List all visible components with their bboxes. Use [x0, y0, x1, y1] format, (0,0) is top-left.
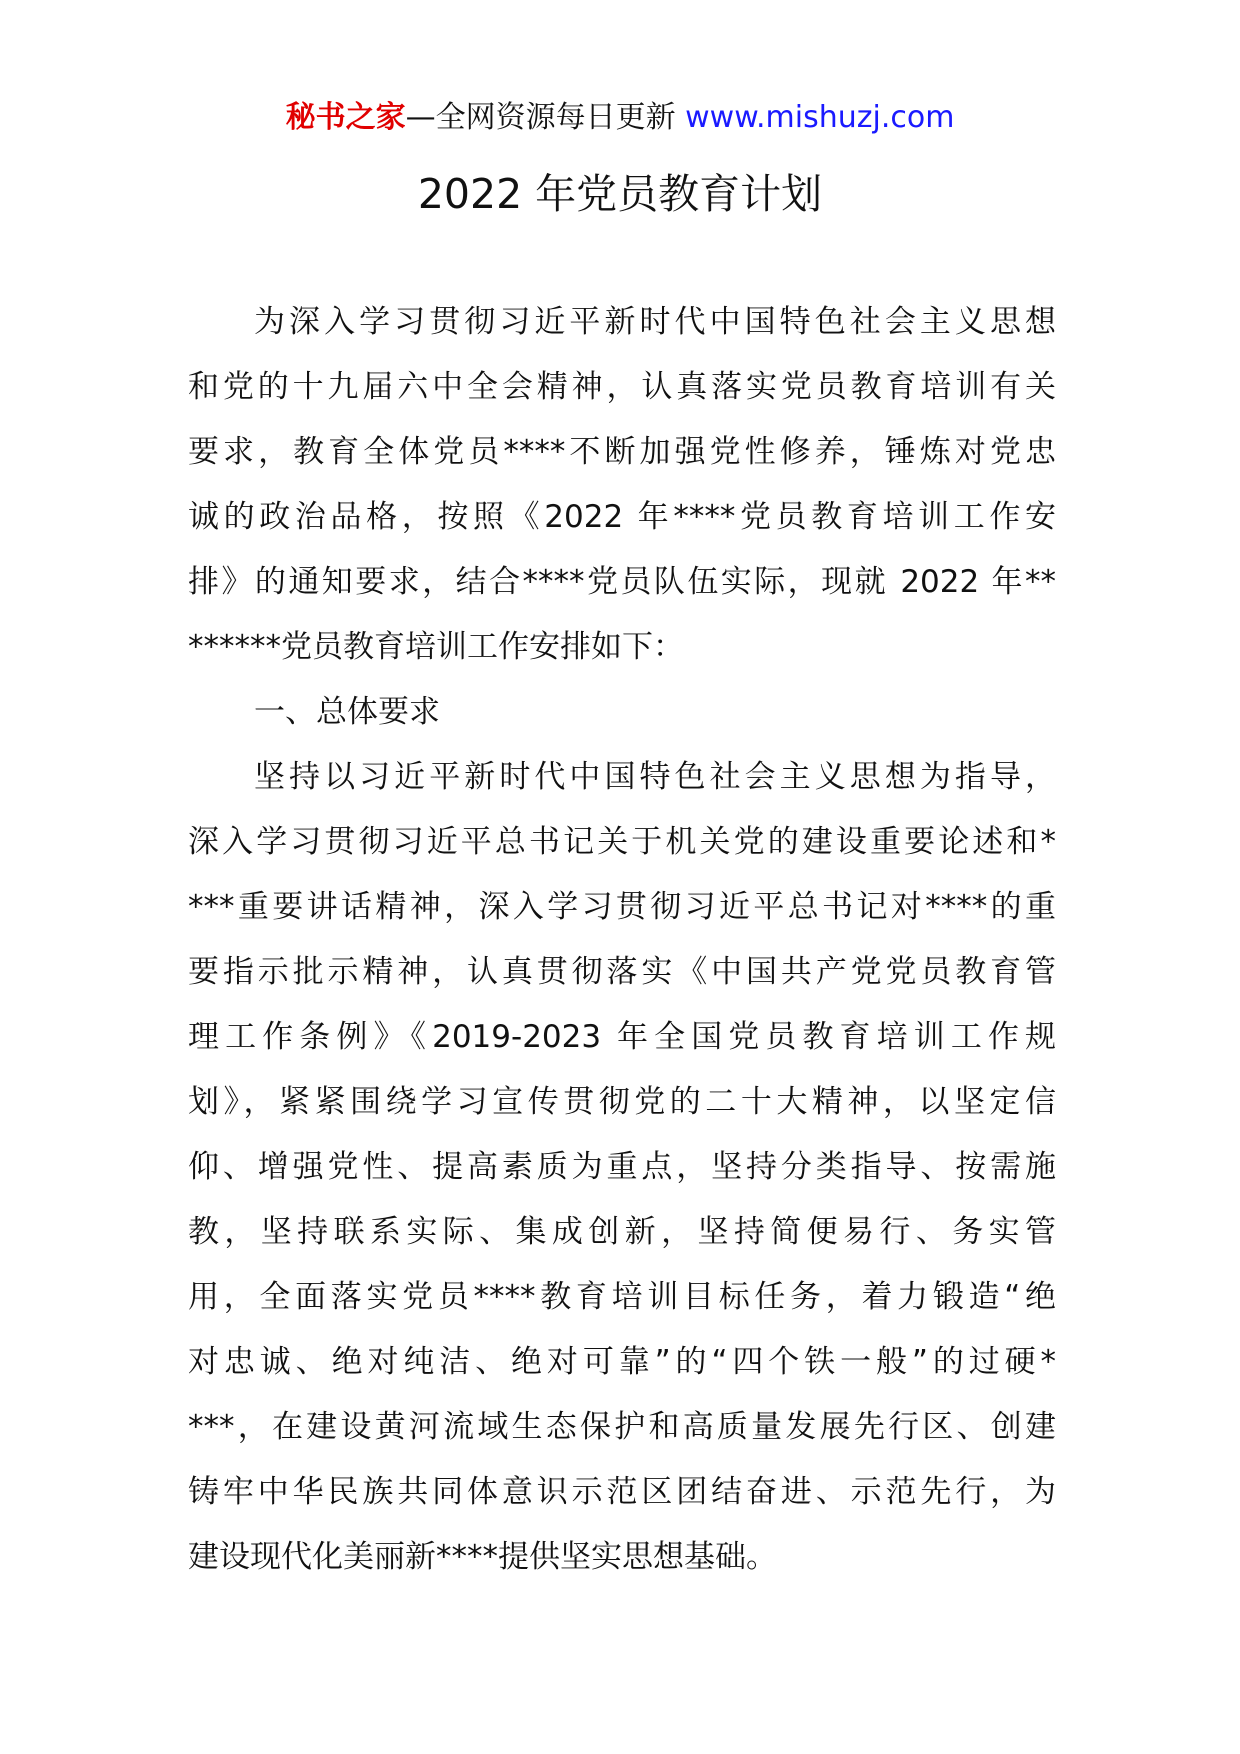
- text-line: ***，在建设黄河流域生态保护和高质量发展先行区、创建: [188, 1409, 1056, 1445]
- text-line: 坚持以习近平新时代中国特色社会主义思想为指导，: [254, 759, 1056, 795]
- section-heading: [188, 680, 1056, 745]
- text-line: 深入学习贯彻习近平总书记关于机关党的建设重要论述和*: [188, 824, 1056, 860]
- text-line: 教，坚持联系实际、集成创新，坚持简便易行、务实管: [188, 1214, 1056, 1250]
- header-tagline: —全网资源每日更新: [405, 100, 676, 135]
- document-body: [188, 290, 1056, 1590]
- text-line: 铸牢中华民族共同体意识示范区团结奋进、示范先行，为: [188, 1474, 1056, 1510]
- text-line: 要求，教育全体党员****不断加强党性修养，锤炼对党忠: [188, 434, 1056, 470]
- text-line: 用，全面落实党员****教育培训目标任务，着力锻造“绝: [188, 1279, 1056, 1315]
- text-line: 诚的政治品格，按照《2022 年****党员教育培训工作安: [188, 499, 1056, 535]
- paragraph-requirements: [188, 745, 1056, 1590]
- text-line: 理工作条例》《2019-2023 年全国党员教育培训工作规: [188, 1019, 1056, 1055]
- brand-name: 秘书之家: [285, 100, 406, 135]
- text-line: 和党的十九届六中全会精神，认真落实党员教育培训有关: [188, 369, 1056, 405]
- text-line: ******党员教育培训工作安排如下：: [188, 629, 684, 665]
- text-line: 对忠诚、绝对纯洁、绝对可靠”的“四个铁一般”的过硬*: [188, 1344, 1056, 1380]
- text-line: 划》，紧紧围绕学习宣传贯彻党的二十大精神，以坚定信: [188, 1084, 1056, 1120]
- text-line: 建设现代化美丽新****提供坚实思想基础。: [188, 1539, 777, 1575]
- text-line: 排》的通知要求，结合****党员队伍实际，现就 2022 年**: [188, 564, 1056, 600]
- text-line: ***重要讲话精神，深入学习贯彻习近平总书记对****的重: [188, 889, 1056, 925]
- paragraph-intro: [188, 290, 1056, 680]
- heading-text: 一、总体要求: [254, 694, 440, 730]
- text-line: 为深入学习贯彻习近平新时代中国特色社会主义思想: [254, 304, 1056, 340]
- text-line: 要指示批示精神，认真贯彻落实《中国共产党党员教育管: [188, 954, 1056, 990]
- text-line: 仰、增强党性、提高素质为重点，坚持分类指导、按需施: [188, 1149, 1056, 1185]
- site-url[interactable]: www.mishuzj.com: [685, 100, 955, 135]
- document-title: 2022 年党员教育计划: [417, 170, 823, 218]
- site-header: [0, 98, 1240, 138]
